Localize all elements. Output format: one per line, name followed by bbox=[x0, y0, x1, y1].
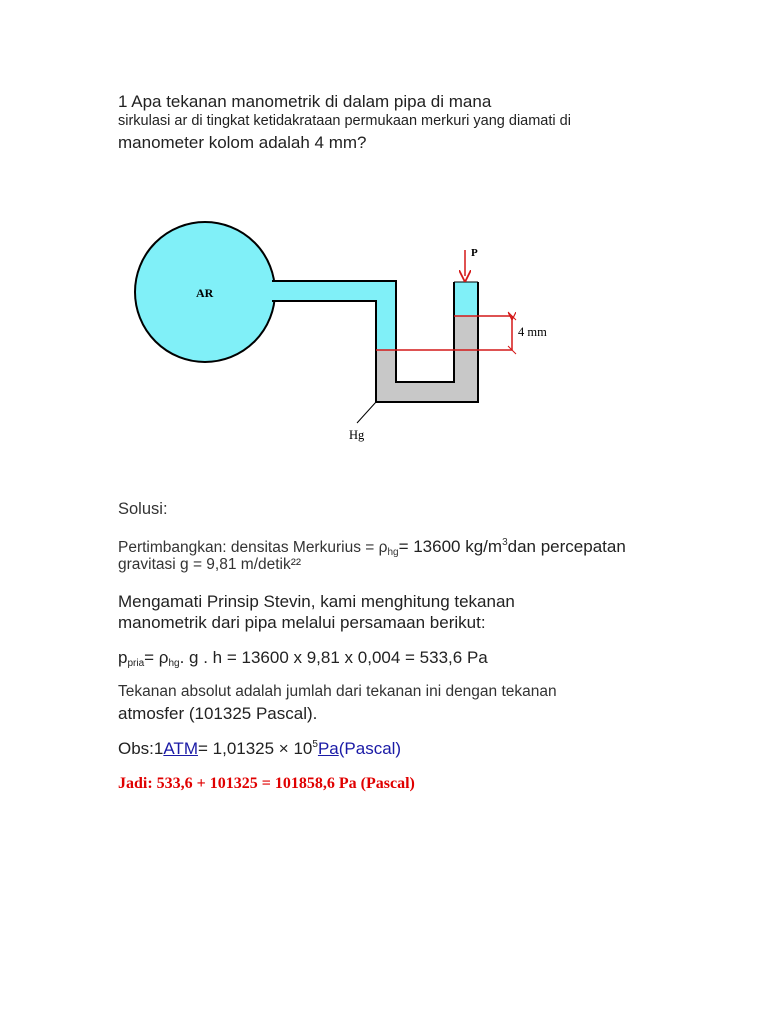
solution-heading: Solusi: bbox=[118, 500, 168, 518]
consider-sup: 3 bbox=[502, 537, 508, 548]
formula-p-sub: pria bbox=[127, 658, 145, 669]
right-leg-air bbox=[454, 282, 478, 316]
obs-pa-link[interactable]: Pa bbox=[317, 739, 339, 758]
air-pipe bbox=[272, 281, 396, 301]
question-line-2: sirkulasi ar di tingkat ketidakrataan permukaan merkuri yang diamati di bbox=[118, 113, 571, 129]
manometer-diagram bbox=[0, 0, 768, 480]
consider-prefix: Pertimbangkan: densitas Merkurius = ρ bbox=[118, 539, 388, 556]
question-line-3: manometer kolom adalah 4 mm? bbox=[118, 133, 367, 152]
formula-eq: = ρ bbox=[144, 648, 169, 667]
conclusion: Jadi: 533,6 + 101325 = 101858,6 Pa (Pascal) bbox=[118, 775, 415, 792]
obs-prefix: Obs:1 bbox=[118, 739, 164, 758]
obs-line bbox=[118, 739, 401, 759]
tank-label: AR bbox=[196, 286, 214, 300]
height-label: 4 mm bbox=[518, 325, 547, 339]
formula-p: p bbox=[118, 648, 128, 667]
formula-rho-sub: hg bbox=[168, 658, 180, 669]
absolute-line-1: Tekanan absolut adalah jumlah dari tekanan ini dengan tekanan bbox=[118, 683, 557, 700]
consider-line bbox=[118, 537, 626, 558]
obs-sup: 5 bbox=[312, 739, 318, 750]
absolute-line-2: atmosfer (101325 Pascal). bbox=[118, 704, 318, 723]
formula-line bbox=[118, 648, 488, 669]
obs-value: = 1,01325 × 10 bbox=[197, 739, 313, 758]
obs-atm-link[interactable]: ATM bbox=[163, 739, 198, 758]
gravity-line: gravitasi g = 9,81 m/detik²² bbox=[118, 556, 302, 573]
mercury-label: Hg bbox=[349, 428, 365, 442]
consider-value: = 13600 kg/m bbox=[398, 537, 503, 556]
question-line-1: 1 Apa tekanan manometrik di dalam pipa di mana bbox=[118, 92, 492, 111]
consider-sub: hg bbox=[387, 547, 399, 558]
pressure-label: P bbox=[471, 247, 478, 259]
left-leg-air bbox=[376, 300, 396, 350]
stevin-line-1: Mengamati Prinsip Stevin, kami menghitung tekanan bbox=[118, 592, 515, 611]
hg-leader bbox=[357, 402, 376, 423]
formula-rest: . g . h = 13600 x 9,81 x 0,004 = 533,6 Pa bbox=[179, 648, 488, 667]
obs-pascal: (Pascal) bbox=[338, 739, 402, 758]
consider-suffix: dan percepatan bbox=[507, 537, 626, 556]
stevin-line-2: manometrik dari pipa melalui persamaan berikut: bbox=[118, 613, 486, 632]
